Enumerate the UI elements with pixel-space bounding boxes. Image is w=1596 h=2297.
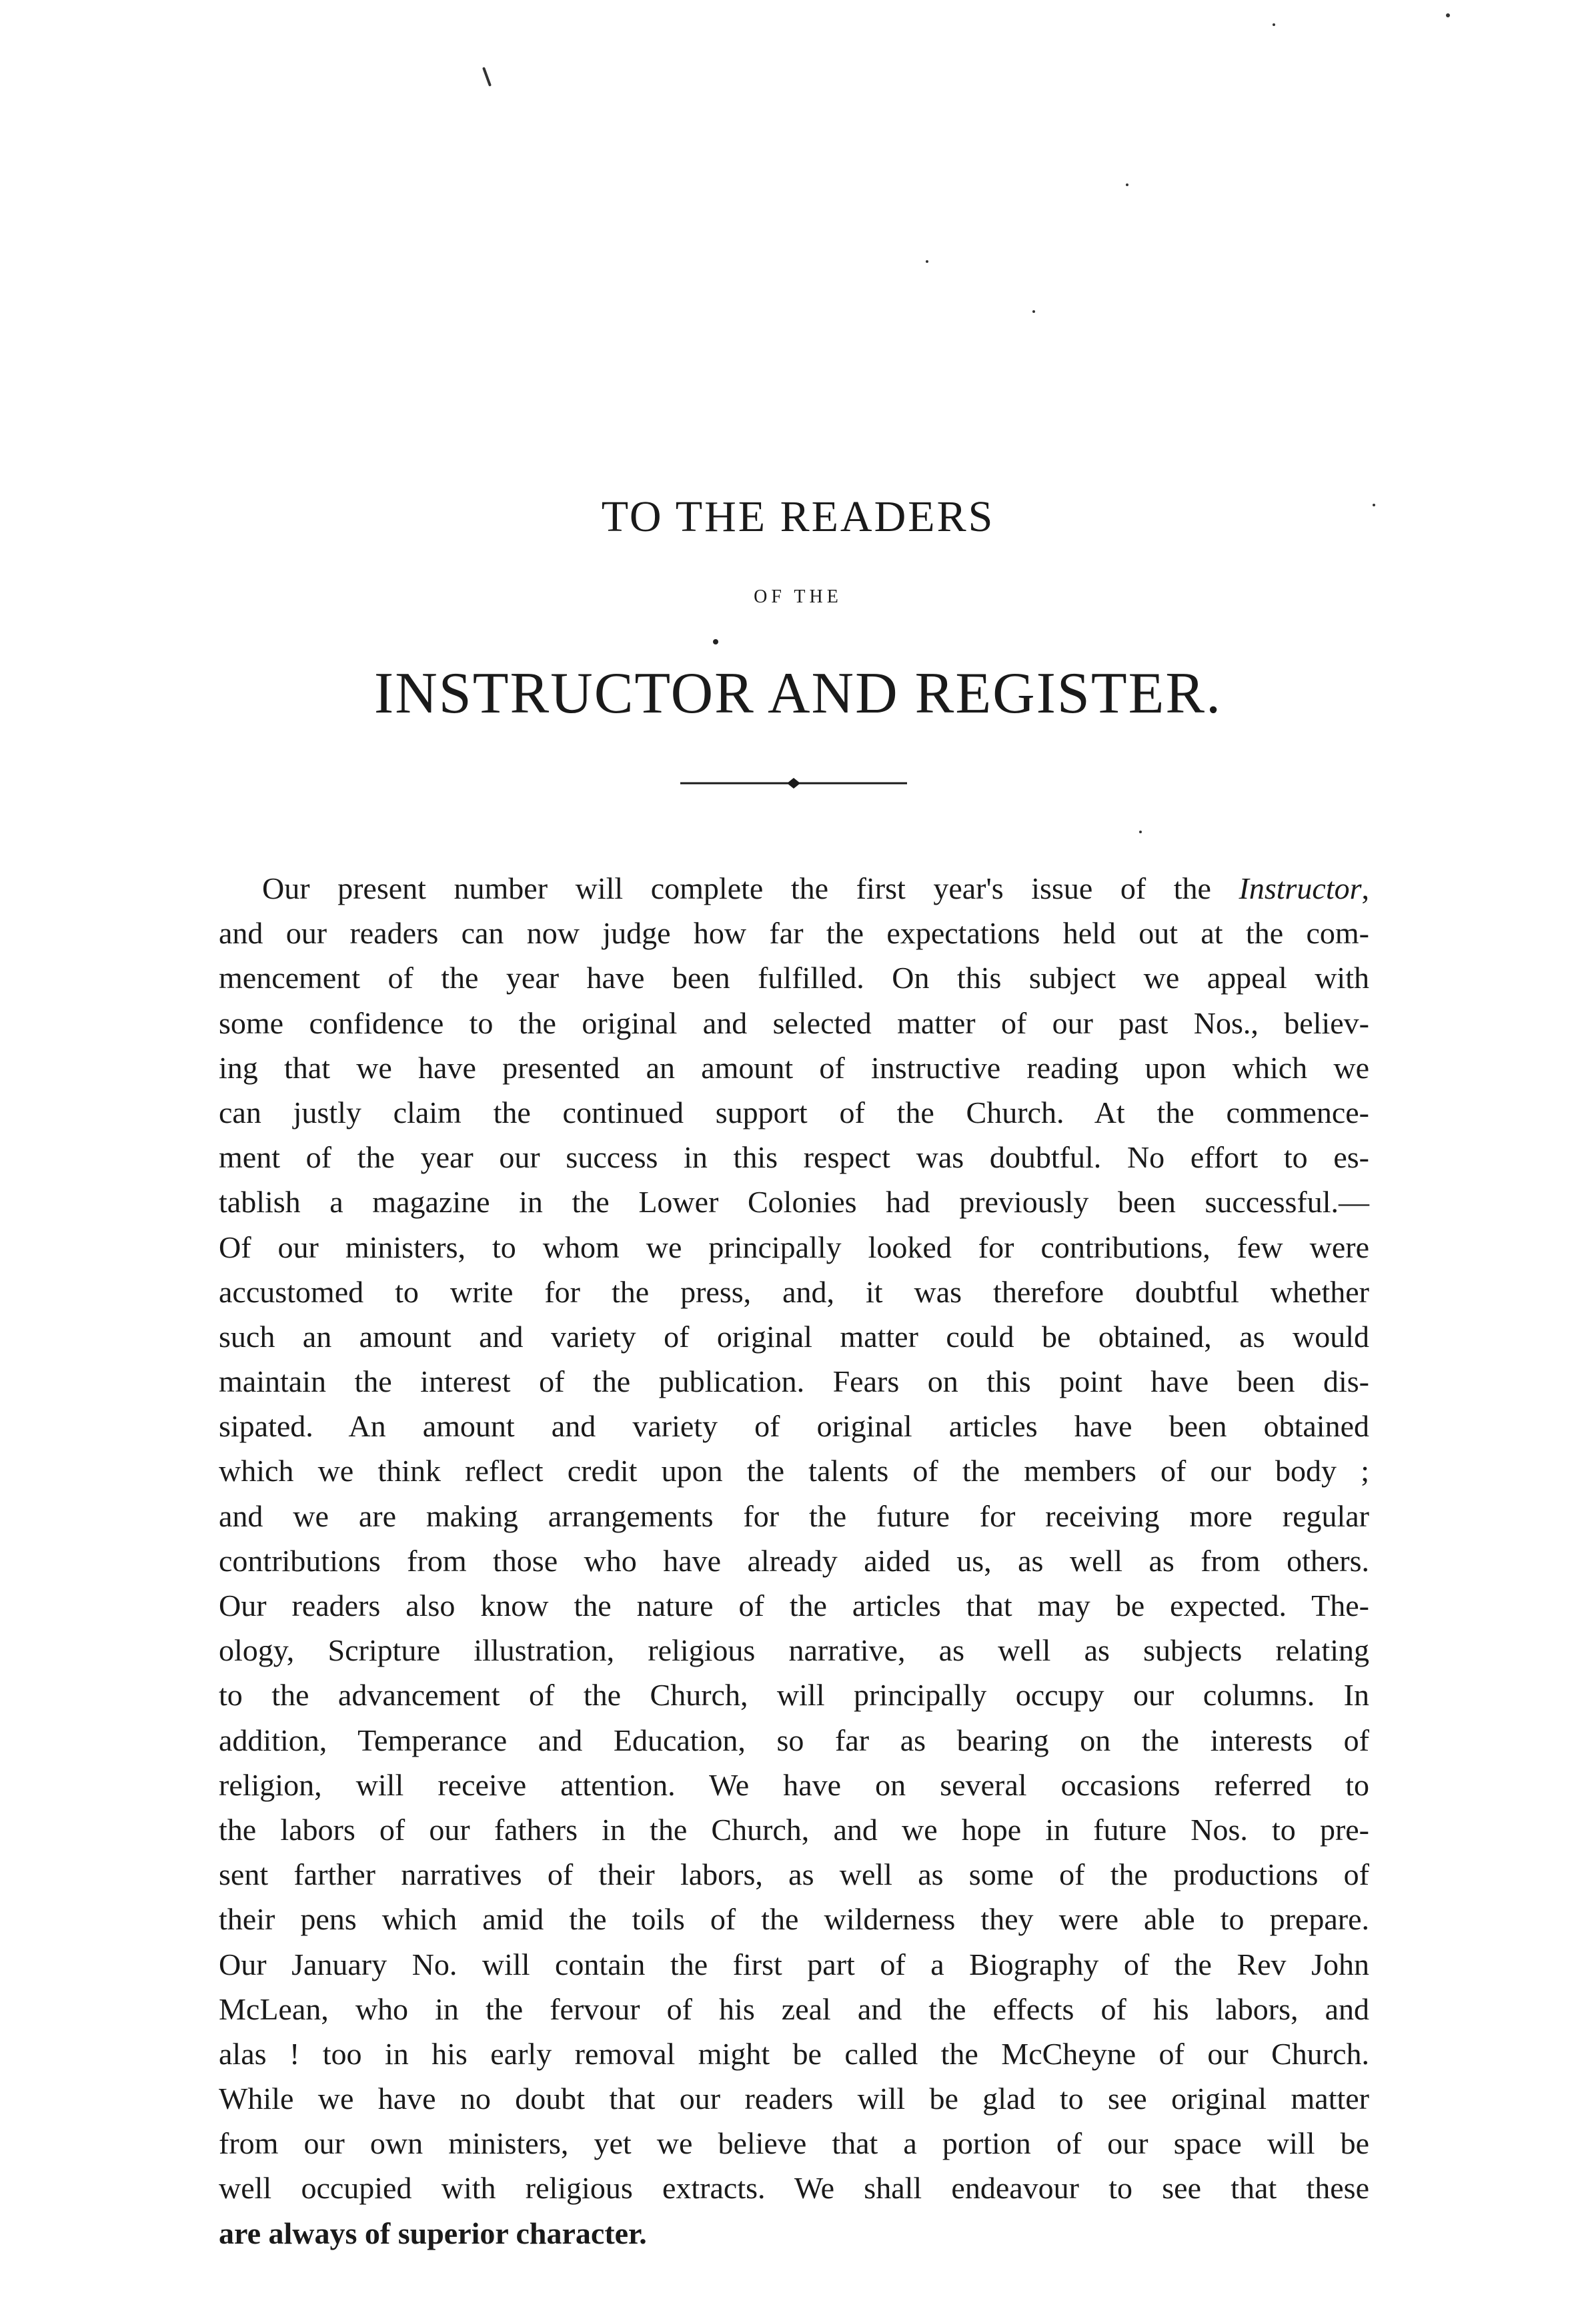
text-line: and we are making arrangements for the future for receiving more regular — [219, 1498, 1369, 1533]
text-line: which we think reflect credit upon the talents of the members of our body ; — [219, 1454, 1369, 1488]
title-dot — [713, 639, 718, 644]
scan-speck — [1126, 183, 1128, 186]
text-line: mencement of the year have been fulfilled. On this subject we appeal with — [219, 961, 1369, 995]
text-line: While we have no doubt that our readers will be glad to see original matter — [219, 2082, 1369, 2116]
scan-speck — [1032, 310, 1035, 313]
text-line: maintain the interest of the publication. Fears on this point have been dis- — [219, 1364, 1369, 1399]
text-line: their pens which amid the toils of the wilderness they were able to prepare. — [219, 1902, 1369, 1937]
text-line: contributions from those who have already aided us, as well as from others. — [219, 1543, 1369, 1578]
text-line: Our present number will complete the first year's issue of the Instructor, — [262, 871, 1369, 905]
text-line: from our own ministers, yet we believe that a portion of our space will be — [219, 2126, 1369, 2161]
text-line: well occupied with religious extracts. We shall endeavour to see that these — [219, 2171, 1369, 2206]
scan-speck — [1446, 13, 1450, 17]
text-line: tablish a magazine in the Lower Colonies had previously been successful.— — [219, 1185, 1369, 1220]
ornamental-divider — [680, 775, 920, 791]
text-line: accustomed to write for the press, and, it was therefore doubtful whether — [219, 1274, 1369, 1309]
text-line: and our readers can now judge how far the expectations held out at the com- — [219, 916, 1369, 951]
text-line: Our January No. will contain the first part of a Biography of the Rev John — [219, 1947, 1369, 1981]
page-title-line-2: OF THE — [754, 586, 842, 607]
page-title-line-1: TO THE READERS — [601, 492, 995, 541]
text-line: McLean, who in the fervour of his zeal and the effects of his labors, and — [219, 1991, 1369, 2026]
periodical-title: Instructor — [1239, 871, 1362, 905]
scan-speck — [1139, 831, 1142, 833]
text-line: religion, will receive attention. We have on several occasions referred to — [219, 1767, 1369, 1802]
article-body — [219, 866, 1369, 2256]
text-line: the labors of our fathers in the Church, and we hope in future Nos. to pre- — [219, 1812, 1369, 1847]
text-line: can justly claim the continued support of the Church. At the commence- — [219, 1095, 1369, 1129]
text-line: Of our ministers, to whom we principally looked for contributions, few were — [219, 1230, 1369, 1264]
text-line: to the advancement of the Church, will principally occupy our columns. In — [219, 1678, 1369, 1713]
text-line: ology, Scripture illustration, religious narrative, as well as subjects relating — [219, 1633, 1369, 1668]
text-line: such an amount and variety of original matter could be obtained, as would — [219, 1319, 1369, 1354]
text-line: ment of the year our success in this respect was doubtful. No effort to es- — [219, 1140, 1369, 1175]
page-title-line-3: INSTRUCTOR AND REGISTER. — [373, 661, 1223, 726]
text-line: some confidence to the original and selected matter of our past Nos., believ- — [219, 1005, 1369, 1040]
text-line: alas ! too in his early removal might be called the McCheyne of our Church. — [219, 2036, 1369, 2071]
text-line: ing that we have presented an amount of instructive reading upon which we — [219, 1050, 1369, 1085]
text-line: sipated. An amount and variety of original articles have been obtained — [219, 1409, 1369, 1444]
text-line: sent farther narratives of their labors, as well as some of the productions of — [219, 1857, 1369, 1892]
text-line: are always of superior character. — [219, 2216, 647, 2250]
scan-speck — [926, 260, 928, 263]
text-line: Our readers also know the nature of the articles that may be expected. The- — [219, 1588, 1369, 1623]
scan-speck — [482, 67, 492, 87]
scan-speck — [1273, 23, 1275, 26]
text-line: addition, Temperance and Education, so far as bearing on the interests of — [219, 1723, 1369, 1757]
